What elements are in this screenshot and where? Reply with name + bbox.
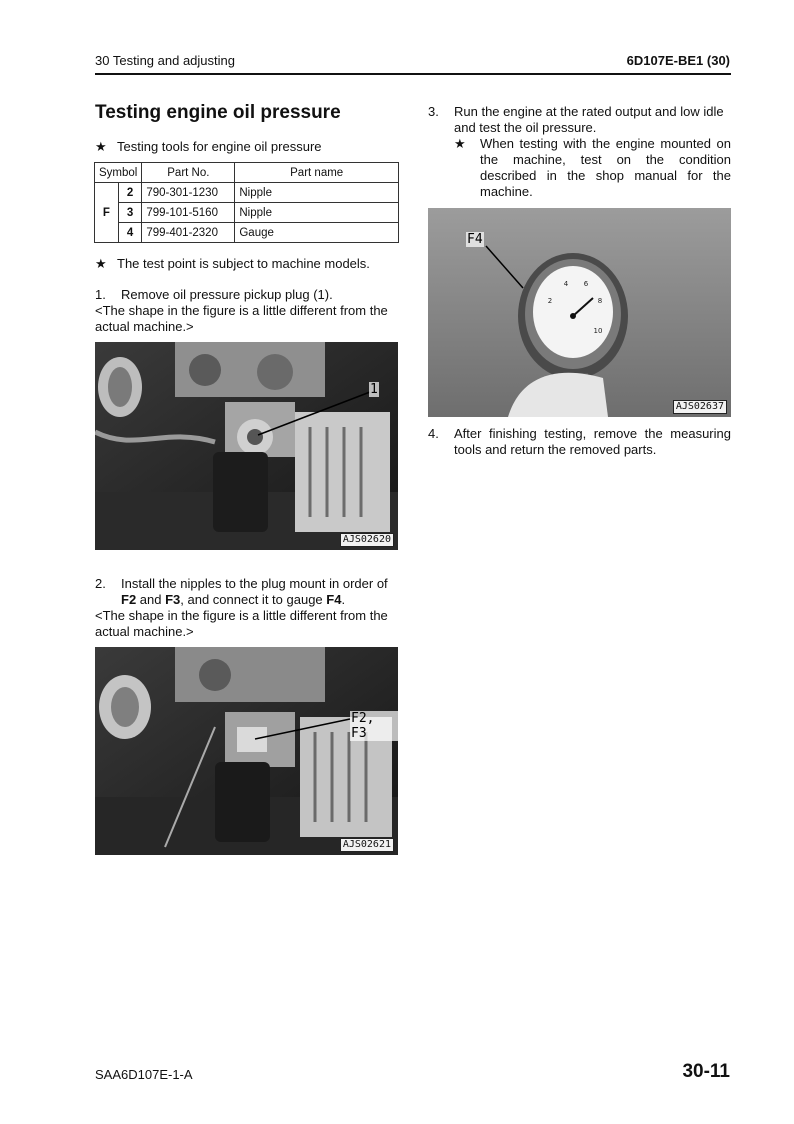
tool-ref-f3: F3: [165, 592, 181, 607]
tool-ref-f2: F2: [121, 592, 137, 607]
section-header: 30 Testing and adjusting: [95, 53, 235, 68]
page-title: Testing engine oil pressure: [95, 102, 341, 123]
step-text: After finishing testing, remove the measuring tools and return the removed parts.: [454, 426, 731, 457]
step-subnote: When testing with the engine mounted on the machine, test on the condition described in the shop manual for the machine.: [480, 136, 731, 199]
step-2: [95, 576, 400, 640]
step-1: [95, 287, 400, 335]
table-row: [95, 203, 399, 223]
header-rule: [95, 73, 731, 75]
test-point-text: The test point is subject to machine models.: [117, 256, 370, 271]
step-number: 2.: [95, 576, 106, 591]
part-name: Nipple: [235, 183, 399, 203]
step-number: 4.: [428, 426, 439, 441]
svg-text:6: 6: [583, 280, 589, 288]
header-symbol: Symbol: [95, 163, 142, 183]
callout-label: 1: [370, 382, 378, 397]
table-row: [95, 223, 399, 243]
header-part-no: Part No.: [142, 163, 235, 183]
callout-label: F2, F3: [350, 711, 398, 741]
step-number: 1.: [95, 287, 106, 302]
part-name: Gauge: [235, 223, 399, 243]
part-no: 790-301-1230: [142, 183, 235, 203]
header-part-name: Part name: [235, 163, 399, 183]
step-4: [428, 426, 731, 458]
step-3: [428, 104, 731, 200]
tools-table: [94, 162, 399, 243]
step-text: Remove oil pressure pickup plug (1).: [121, 287, 333, 302]
step-text-and: and: [136, 592, 166, 607]
table-header-row: [95, 163, 399, 183]
figure-note: <The shape in the figure is a little different from the actual machine.>: [95, 303, 388, 334]
row-number: 4: [118, 223, 142, 243]
step-text-2: , and connect it to gauge: [180, 592, 327, 607]
star-icon: ★: [95, 256, 107, 271]
step-number: 3.: [428, 104, 439, 119]
row-number: 2: [118, 183, 142, 203]
figure-tag: AJS02637: [673, 400, 727, 414]
document-code: SAA6D107E-1-A: [95, 1067, 193, 1082]
tools-note-text: Testing tools for engine oil pressure: [117, 139, 322, 154]
page-number: 30-11: [682, 1061, 730, 1082]
step-text-3: .: [341, 592, 346, 607]
nipple-install-photo: [95, 647, 398, 855]
figure-tag: AJS02621: [340, 838, 394, 852]
star-icon: ★: [454, 136, 466, 151]
engine-plug-photo: [95, 342, 398, 550]
pressure-gauge-photo: [428, 208, 731, 417]
callout-label: F4: [467, 232, 483, 247]
part-no: 799-101-5160: [142, 203, 235, 223]
svg-text:10: 10: [593, 327, 603, 335]
step-text: Run the engine at the rated output and low idle and test the oil pressure.: [454, 104, 724, 135]
step-text: Install the nipples to the plug mount in order of: [121, 576, 388, 591]
figure-tag: AJS02620: [340, 533, 394, 547]
star-icon: ★: [95, 139, 107, 154]
part-name: Nipple: [235, 203, 399, 223]
svg-text:8: 8: [597, 297, 603, 305]
part-no: 799-401-2320: [142, 223, 235, 243]
svg-text:4: 4: [563, 280, 569, 288]
tools-note: [95, 139, 322, 155]
svg-text:2: 2: [547, 297, 553, 305]
table-row: [95, 183, 399, 203]
group-symbol: F: [95, 183, 119, 243]
test-point-note: [95, 256, 370, 272]
tool-ref-f4: F4: [326, 592, 342, 607]
row-number: 3: [118, 203, 142, 223]
figure-note: <The shape in the figure is a little different from the actual machine.>: [95, 608, 388, 639]
model-header: 6D107E-BE1 (30): [626, 53, 730, 68]
